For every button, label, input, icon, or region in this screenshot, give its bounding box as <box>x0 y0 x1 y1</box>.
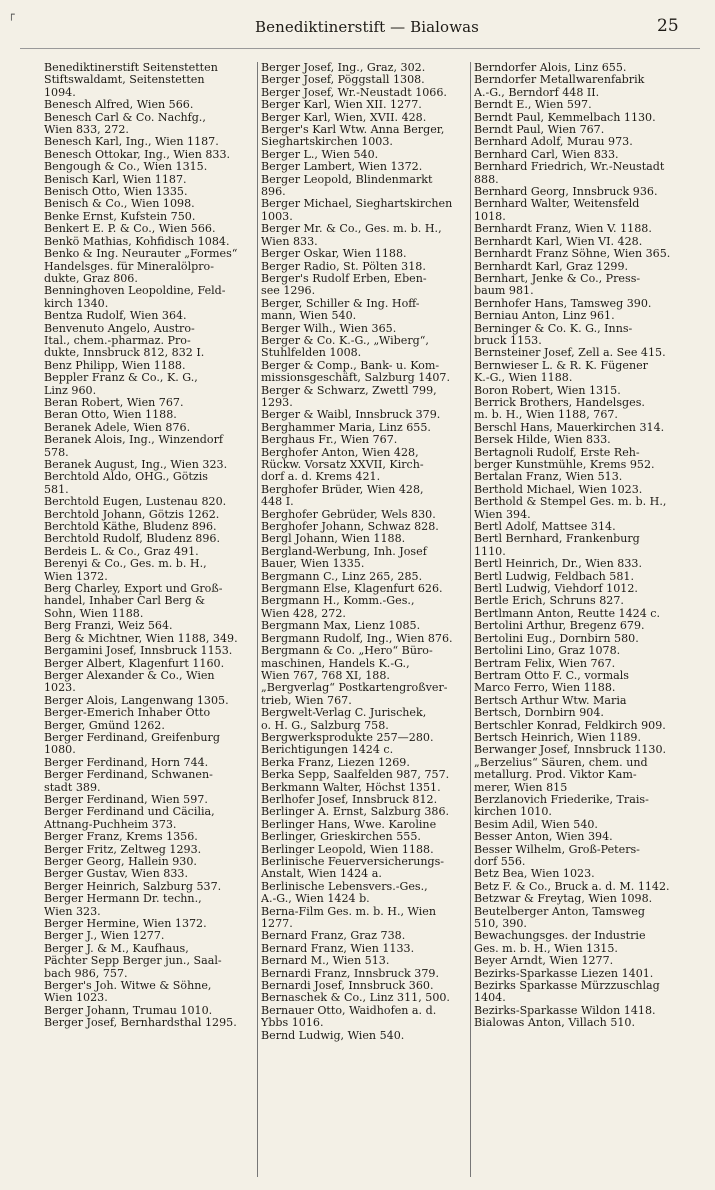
directory-entry: Berger & Comp., Bank- u. Kom- <box>261 359 440 372</box>
directory-entry: Benediktinerstift Seitenstetten <box>44 62 218 74</box>
directory-entry: Berger & Waibl, Innsbruck 379. <box>261 409 441 422</box>
directory-entry: maschinen, Handels K.-G., <box>261 657 410 670</box>
directory-entry: trieb, Wien 767. <box>261 694 352 707</box>
directory-entry: Berger Ferdinand und Cäcilia, <box>44 806 215 819</box>
directory-entry: Linz 960. <box>44 384 97 397</box>
directory-entry: missionsgeschäft, Salzburg 1407. <box>261 372 451 385</box>
directory-entry: Bernardi Franz, Innsbruck 379. <box>261 967 439 980</box>
directory-entry: Berger Hermann Dr. techn., <box>44 893 202 906</box>
directory-entry: Bergmann Max, Lienz 1085. <box>261 620 421 633</box>
directory-entry: kirch 1340. <box>44 297 109 310</box>
directory-entry: Benesch Ottokar, Ing., Wien 833. <box>44 148 231 161</box>
directory-entry: Berghofer Gebrüder, Wels 830. <box>261 508 436 521</box>
directory-entry: Bertl Ludwig, Feldbach 581. <box>474 570 634 583</box>
directory-entry: Bertolini Eug., Dornbirn 580. <box>474 632 639 645</box>
directory-entry: Berger Albert, Klagenfurt 1160. <box>44 657 225 670</box>
directory-entry: Berger Josef, Pöggstall 1308. <box>261 74 425 87</box>
directory-entry: Berndt Paul, Wien 767. <box>474 124 605 137</box>
directory-entry: Berger Josef, Bernhardsthal 1295. <box>44 1017 237 1030</box>
directory-entry: Wien 767, 768 XI, 188. <box>261 669 390 682</box>
directory-entry: Bertschler Konrad, Feldkirch 909. <box>474 719 666 732</box>
directory-entry: Berger Josef, Ing., Graz, 302. <box>261 62 426 74</box>
directory-entry: Benninghoven Leopoldine, Feld- <box>44 285 226 298</box>
directory-entry: mann, Wien 540. <box>261 310 357 323</box>
directory-entry: bach 986, 757. <box>44 967 128 980</box>
directory-entry: Bernhardt Karl, Wien VI. 428. <box>474 235 643 248</box>
directory-entry: Berger Lambert, Wien 1372. <box>261 161 423 174</box>
directory-entry: Bergmann & Co. „Hero“ Büro- <box>261 645 433 658</box>
directory-entry: Betz Bea, Wien 1023. <box>474 868 595 881</box>
directory-entry: Beranek Alois, Ing., Winzendorf <box>44 434 223 447</box>
directory-entry: Berger & Co. K.-G., „Wiberg“, <box>261 334 429 347</box>
directory-entry: Bertl Bernhard, Frankenburg <box>474 533 640 546</box>
directory-entry: Berghofer Brüder, Wien 428, <box>261 483 424 496</box>
directory-entry: Berger Michael, Sieghartskirchen <box>261 198 453 211</box>
directory-entry: Berna-Film Ges. m. b. H., Wien <box>261 905 436 918</box>
directory-entry: 1404. <box>474 992 506 1005</box>
directory-entry: Berger Josef, Wr.-Neustadt 1066. <box>261 86 447 99</box>
directory-entry: Bezirks-Sparkasse Liezen 1401. <box>474 967 654 980</box>
directory-entry: Berthold Michael, Wien 1023. <box>474 483 643 496</box>
directory-entry: 888. <box>474 173 499 186</box>
directory-entry: Berger Alexander & Co., Wien <box>44 669 215 682</box>
directory-entry: Berger & Schwarz, Zwettl 799, <box>261 384 437 397</box>
directory-entry: Berlinger Hans, Wwe. Karoline <box>261 818 437 831</box>
directory-entry: Benkert E. P. & Co., Wien 566. <box>44 223 216 236</box>
directory-entry: Betz F. & Co., Bruck a. d. M. 1142. <box>474 880 670 893</box>
directory-entry: Boron Robert, Wien 1315. <box>474 384 621 397</box>
column-right <box>474 62 689 1030</box>
directory-entry: see 1296. <box>261 285 316 298</box>
directory-entry: Wien 833. <box>261 235 318 248</box>
directory-entry: Berger's Karl Wtw. Anna Berger, <box>261 124 445 137</box>
directory-entry: Berndt Paul, Kemmelbach 1130. <box>474 111 656 124</box>
directory-entry: Wien 323. <box>44 905 101 918</box>
directory-entry: Berg Franzi, Weiz 564. <box>44 620 173 633</box>
directory-entry: Berger Wilh., Wien 365. <box>261 322 397 335</box>
directory-entry: Bertle Erich, Schruns 827. <box>474 595 624 608</box>
directory-entry: „Bergverlag“ Postkartengroßver- <box>261 682 448 695</box>
directory-entry: Benesch Carl & Co. Nachfg., <box>44 111 206 124</box>
directory-entry: Bergmann H., Komm.-Ges., <box>261 595 415 608</box>
directory-entry: Bernhofer Hans, Tamsweg 390. <box>474 297 652 310</box>
directory-entry: Berlinger, Grieskirchen 555. <box>261 831 421 844</box>
directory-entry: Berger J. & M., Kaufhaus, <box>44 942 189 955</box>
directory-entry: Bernardi Josef, Innsbruck 360. <box>261 980 434 993</box>
directory-entry: Bertl Ludwig, Viehdorf 1012. <box>474 583 638 596</box>
directory-entry: Bergmann C., Linz 265, 285. <box>261 570 423 583</box>
directory-entry: Berthold & Stempel Ges. m. b. H., <box>474 496 667 509</box>
directory-entry: Berger Karl, Wien XII. 1277. <box>261 99 422 112</box>
directory-entry: Bergwerksprodukte 257—280. <box>261 731 434 744</box>
directory-entry: Pächter Sepp Berger jun., Saal- <box>44 955 222 968</box>
directory-entry: Berger L., Wien 540. <box>261 148 379 161</box>
directory-entry: Ybbs 1016. <box>261 1017 324 1030</box>
directory-entry: Berger-Emerich Inhaber Otto <box>44 707 211 720</box>
directory-entry: Berger's Joh. Witwe & Söhne, <box>44 980 212 993</box>
directory-entry: Beran Otto, Wien 1188. <box>44 409 177 422</box>
column-divider <box>470 62 471 1177</box>
directory-entry: Berger Alois, Langenwang 1305. <box>44 694 229 707</box>
directory-entry: Berlinische Feuerversicherungs- <box>261 856 445 868</box>
directory-entry: Berghammer Maria, Linz 655. <box>261 421 431 434</box>
directory-entry: Berg Charley, Export und Groß- <box>44 583 223 596</box>
directory-entry: 1094. <box>44 86 76 99</box>
directory-entry: Berger J., Wien 1277. <box>44 930 165 943</box>
directory-entry: 896. <box>261 186 286 199</box>
directory-entry: Attnang-Puchheim 373. <box>44 818 177 831</box>
directory-entry: Anstalt, Wien 1424 a. <box>261 868 382 881</box>
directory-entry: Bernhardt Karl, Graz 1299. <box>474 260 629 273</box>
directory-entry: Bergmann Rudolf, Ing., Wien 876. <box>261 632 453 645</box>
directory-entry: Berger, Schiller & Ing. Hoff- <box>261 297 420 310</box>
directory-entry: Bergamini Josef, Innsbruck 1153. <box>44 645 233 658</box>
directory-entry: Bertram Otto F. C., vormals <box>474 669 629 682</box>
directory-entry: Berchtold Johann, Götzis 1262. <box>44 508 220 521</box>
directory-entry: Bernard Franz, Graz 738. <box>261 930 406 943</box>
directory-entry: Bernard M., Wien 513. <box>261 955 390 968</box>
directory-entry: 1003. <box>261 210 293 223</box>
directory-entry: Bernhart, Jenke & Co., Press- <box>474 272 641 285</box>
directory-entry: Berlhofer Josef, Innsbruck 812. <box>261 793 438 806</box>
directory-entry: Berdeis L. & Co., Graz 491. <box>44 545 199 558</box>
directory-entry: Benisch Karl, Wien 1187. <box>44 173 187 186</box>
directory-entry: Berka Franz, Liezen 1269. <box>261 756 410 769</box>
directory-entry: Berschl Hans, Mauerkirchen 314. <box>474 421 665 434</box>
directory-entry: Berger Ferdinand, Schwanen- <box>44 769 213 782</box>
directory-entry: Berger's Rudolf Erben, Eben- <box>261 272 427 285</box>
directory-entry: dukte, Innsbruck 812, 832 I. <box>44 347 205 360</box>
directory-entry: Handelsges. für Mineralölpro- <box>44 260 214 273</box>
directory-entry: Berkmann Walter, Höchst 1351. <box>261 781 441 794</box>
corner-mark: ┌ <box>8 8 15 21</box>
directory-entry: Benko & Ing. Neurauter „Formes“ <box>44 248 238 261</box>
directory-entry: Bernhardt Franz Söhne, Wien 365. <box>474 248 671 261</box>
directory-entry: Berchtold Rudolf, Bludenz 896. <box>44 533 221 546</box>
page-header <box>0 16 715 40</box>
directory-entry: dukte, Graz 806. <box>44 272 138 285</box>
directory-entry: 1110. <box>474 545 506 558</box>
directory-entry: Besser Anton, Wien 394. <box>474 831 613 844</box>
directory-entry: Berger Oskar, Wien 1188. <box>261 248 407 261</box>
directory-entry: handel, Inhaber Carl Berg & <box>44 595 205 608</box>
directory-entry: Berger Ferdinand, Wien 597. <box>44 793 208 806</box>
directory-entry: dorf 556. <box>474 856 526 868</box>
directory-entry: Berghaus Fr., Wien 767. <box>261 434 398 447</box>
directory-entry: Benvenuto Angelo, Austro- <box>44 322 195 335</box>
directory-entry: Sieghartskirchen 1003. <box>261 136 393 149</box>
directory-entry: Bertalan Franz, Wien 513. <box>474 471 623 484</box>
directory-entry: stadt 389. <box>44 781 101 794</box>
directory-entry: Benke Ernst, Kufstein 750. <box>44 210 196 223</box>
directory-entry: Bergwelt-Verlag C. Jurischek, <box>261 707 427 720</box>
directory-entry: Benkö Mathias, Kohfidisch 1084. <box>44 235 230 248</box>
directory-entry: Berchtold Eugen, Lustenau 820. <box>44 496 227 509</box>
directory-entry: Berger Karl, Wien, XVII. 428. <box>261 111 427 124</box>
directory-entry: Beran Robert, Wien 767. <box>44 396 184 409</box>
directory-entry: Berger Radio, St. Pölten 318. <box>261 260 426 273</box>
directory-entry: Bergl Johann, Wien 1188. <box>261 533 406 546</box>
directory-entry: Berger Mr. & Co., Ges. m. b. H., <box>261 223 442 236</box>
directory-entry: Beppler Franz & Co., K. G., <box>44 372 198 385</box>
directory-entry: Benesch Alfred, Wien 566. <box>44 99 194 112</box>
directory-entry: Berniau Anton, Linz 961. <box>474 310 615 323</box>
directory-entry: Stiftswaldamt, Seitenstetten <box>44 74 205 87</box>
directory-entry: Bertram Felix, Wien 767. <box>474 657 616 670</box>
directory-entry: Ges. m. b. H., Wien 1315. <box>474 942 618 955</box>
directory-entry: Berger Georg, Hallein 930. <box>44 856 197 868</box>
directory-entry: Wien 833, 272. <box>44 124 129 137</box>
page-number: 25 <box>657 16 679 36</box>
directory-entry: Bertolini Arthur, Bregenz 679. <box>474 620 645 633</box>
directory-entry: Bernhardt Franz, Wien V. 1188. <box>474 223 652 236</box>
directory-entry: Bernwieser L. & R. K. Fügener <box>474 359 648 372</box>
directory-entry: Bernhard Carl, Wien 833. <box>474 148 619 161</box>
directory-entry: 510, 390. <box>474 918 527 931</box>
directory-entry: Marco Ferro, Wien 1188. <box>474 682 616 695</box>
directory-entry: Bertl Heinrich, Dr., Wien 833. <box>474 558 642 571</box>
directory-entry: Bernauer Otto, Waidhofen a. d. <box>261 1004 437 1017</box>
directory-entry: Berger Johann, Trumau 1010. <box>44 1004 213 1017</box>
directory-entry: Berlinische Lebensvers.-Ges., <box>261 880 428 893</box>
directory-entry: Berger Ferdinand, Greifenburg <box>44 731 220 744</box>
directory-entry: Berndorfer Metallwarenfabrik <box>474 74 645 87</box>
directory-entry: Bernhard Walter, Weitensfeld <box>474 198 640 211</box>
directory-entry: Berger Fritz, Zeltweg 1293. <box>44 843 202 856</box>
directory-entry: Berger Heinrich, Salzburg 537. <box>44 880 222 893</box>
directory-entry: Bentza Rudolf, Wien 364. <box>44 310 187 323</box>
directory-entry: A.-G., Wien 1424 b. <box>261 893 370 906</box>
directory-entry: Berger, Gmünd 1262. <box>44 719 165 732</box>
directory-entry: Berger Leopold, Blindenmarkt <box>261 173 433 186</box>
directory-entry: 448 I. <box>261 496 294 509</box>
directory-entry: Bertsch, Dornbirn 904. <box>474 707 604 720</box>
directory-entry: Berger Ferdinand, Horn 744. <box>44 756 209 769</box>
directory-entry: metallurg. Prod. Viktor Kam- <box>474 769 637 782</box>
directory-entry: Beranek August, Ing., Wien 323. <box>44 459 228 471</box>
directory-entry: o. H. G., Salzburg 758. <box>261 719 389 732</box>
directory-entry: Betzwar & Freytag, Wien 1098. <box>474 893 653 906</box>
directory-entry: Berlinger A. Ernst, Salzburg 386. <box>261 806 450 819</box>
directory-entry: Bertsch Heinrich, Wien 1189. <box>474 731 642 744</box>
directory-entry: 1293. <box>261 396 293 409</box>
directory-entry: baum 981. <box>474 285 534 298</box>
directory-entry: Berzlanovich Friederike, Trais- <box>474 793 649 806</box>
directory-entry: Stuhlfelden 1008. <box>261 347 362 360</box>
directory-entry: merer, Wien 815 <box>474 781 568 794</box>
directory-entry: Berrick Brothers, Handelsges. <box>474 396 645 409</box>
directory-entry: 581. <box>44 483 69 496</box>
directory-entry: Bialowas Anton, Villach 510. <box>474 1017 636 1030</box>
directory-entry: Bauer, Wien 1335. <box>261 558 365 571</box>
directory-entry: Berger Gustav, Wien 833. <box>44 868 188 881</box>
directory-entry: Bertlmann Anton, Reutte 1424 c. <box>474 607 661 620</box>
directory-entry: Ital., chem.-pharmaz. Pro- <box>44 334 191 347</box>
directory-entry: bruck 1153. <box>474 334 542 347</box>
directory-entry: Benisch & Co., Wien 1098. <box>44 198 195 211</box>
directory-entry: Berndt E., Wien 597. <box>474 99 592 112</box>
directory-entry: dorf a. d. Krems 421. <box>261 471 381 484</box>
directory-entry: Bertsch Arthur Wtw. Maria <box>474 694 627 707</box>
directory-entry: Berghofer Anton, Wien 428, <box>261 446 419 459</box>
directory-entry: Bernhard Georg, Innsbruck 936. <box>474 186 658 199</box>
directory-entry: Wien 394. <box>474 508 531 521</box>
directory-entry: Wien 428, 272. <box>261 607 346 620</box>
directory-entry: Besim Adil, Wien 540. <box>474 818 598 831</box>
directory-entry: Bezirks Sparkasse Mürzzuschlag <box>474 980 660 993</box>
header-rule <box>20 48 700 49</box>
directory-entry: „Berzelius“ Säuren, chem. und <box>474 756 648 769</box>
directory-entry: Berg & Michtner, Wien 1188, 349. <box>44 632 238 645</box>
directory-entry: Bertolini Lino, Graz 1078. <box>474 645 621 658</box>
directory-entry: Beutelberger Anton, Tamsweg <box>474 905 645 918</box>
directory-entry: Berchtold Käthe, Bludenz 896. <box>44 521 217 534</box>
directory-entry: Berka Sepp, Saalfelden 987, 757. <box>261 769 450 782</box>
directory-entry: Bernhard Adolf, Murau 973. <box>474 136 633 149</box>
column-middle <box>261 62 476 1042</box>
directory-entry: Bengough & Co., Wien 1315. <box>44 161 208 174</box>
directory-entry: m. b. H., Wien 1188, 767. <box>474 409 618 422</box>
directory-entry: Berenyi & Co., Ges. m. b. H., <box>44 558 207 571</box>
directory-entry: K.-G., Wien 1188. <box>474 372 573 385</box>
directory-entry: 1277. <box>261 918 293 931</box>
directory-entry: Besser Wilhelm, Groß-Peters- <box>474 843 640 856</box>
directory-entry: Bernhard Friedrich, Wr.-Neustadt <box>474 161 665 174</box>
directory-entry: Berlinger Leopold, Wien 1188. <box>261 843 434 856</box>
directory-entry: A.-G., Berndorf 448 II. <box>474 86 600 99</box>
directory-entry: Rückw. Vorsatz XXVII, Kirch- <box>261 459 424 471</box>
directory-entry: Berwanger Josef, Innsbruck 1130. <box>474 744 667 757</box>
directory-entry: Berndorfer Alois, Linz 655. <box>474 62 627 74</box>
directory-entry: Beranek Adele, Wien 876. <box>44 421 191 434</box>
directory-entry: Berghofer Johann, Schwaz 828. <box>261 521 439 534</box>
directory-entry: Bersek Hilde, Wien 833. <box>474 434 611 447</box>
directory-entry: Bertagnoli Rudolf, Erste Reh- <box>474 446 640 459</box>
directory-entry: Bernaschek & Co., Linz 311, 500. <box>261 992 450 1005</box>
column-left <box>44 62 259 1030</box>
directory-entry: kirchen 1010. <box>474 806 552 819</box>
directory-entry: Bergmann Else, Klagenfurt 626. <box>261 583 443 596</box>
directory-entry: Berger Hermine, Wien 1372. <box>44 918 207 931</box>
directory-entry: Benesch Karl, Ing., Wien 1187. <box>44 136 219 149</box>
directory-entry: 1023. <box>44 682 76 695</box>
directory-entry: Benisch Otto, Wien 1335. <box>44 186 188 199</box>
directory-entry: 1080. <box>44 744 76 757</box>
directory-entry: Berger Franz, Krems 1356. <box>44 831 198 844</box>
directory-entry: Bewachungsges. der Industrie <box>474 930 646 943</box>
directory-entry: Berchtold Aldo, OHG., Götzis <box>44 471 208 484</box>
header-title: Benediktinerstift — Bialowas <box>255 18 479 36</box>
directory-entry: berger Kunstmühle, Krems 952. <box>474 459 655 471</box>
directory-entry: Bezirks-Sparkasse Wildon 1418. <box>474 1004 656 1017</box>
directory-entry: Bernard Franz, Wien 1133. <box>261 942 415 955</box>
directory-entry: Beyer Arndt, Wien 1277. <box>474 955 614 968</box>
directory-entry: Bernd Ludwig, Wien 540. <box>261 1029 405 1042</box>
directory-entry: Wien 1372. <box>44 570 108 583</box>
directory-entry: Wien 1023. <box>44 992 108 1005</box>
column-divider <box>257 62 258 1177</box>
directory-entry: Berichtigungen 1424 c. <box>261 744 394 757</box>
directory-entry: 578. <box>44 446 69 459</box>
directory-entry: 1018. <box>474 210 506 223</box>
directory-entry: Bernsteiner Josef, Zell a. See 415. <box>474 347 666 360</box>
directory-entry: Benz Philipp, Wien 1188. <box>44 359 186 372</box>
directory-entry: Berninger & Co. K. G., Inns- <box>474 322 633 335</box>
directory-entry: Bertl Adolf, Mattsee 314. <box>474 521 616 534</box>
directory-entry: Bergland-Werbung, Inh. Josef <box>261 545 427 558</box>
directory-entry: Sohn, Wien 1188. <box>44 607 144 620</box>
